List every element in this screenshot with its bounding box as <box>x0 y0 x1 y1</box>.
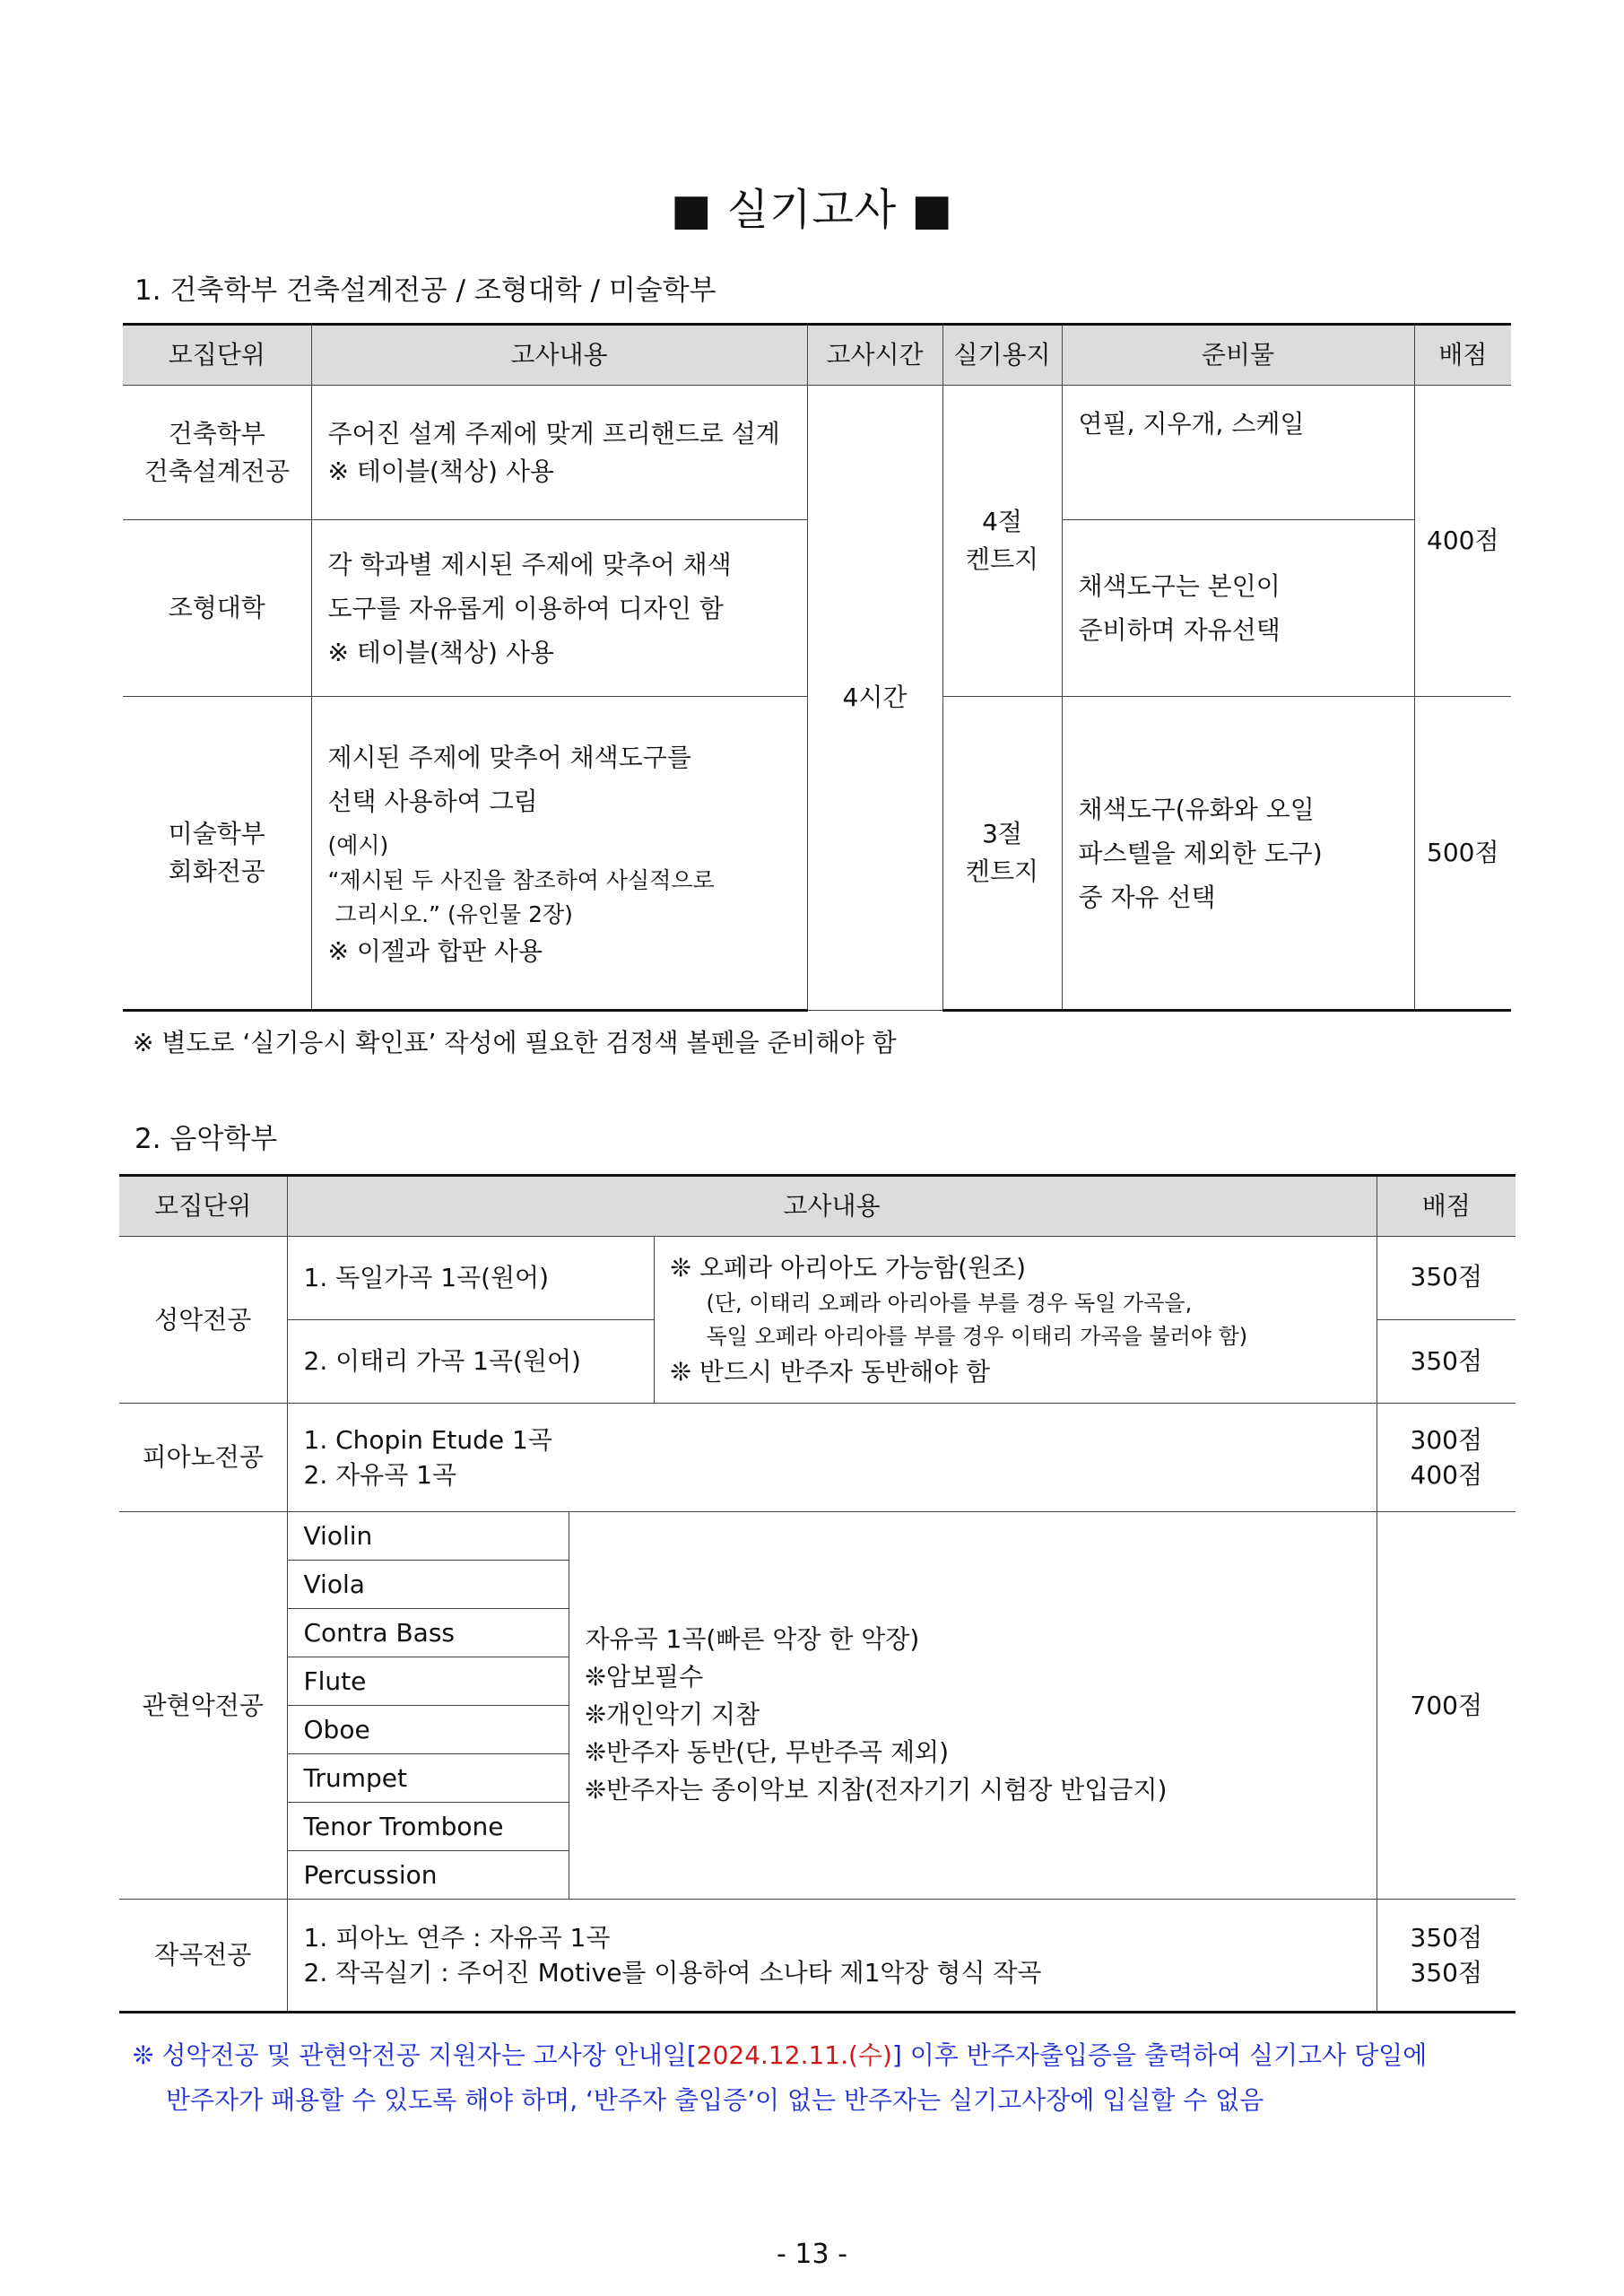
notice-date: 2024.12.11.(수) <box>696 2040 892 2070</box>
instrument-violin: Violin <box>287 1512 569 1561</box>
paper-3: 3절 켄트지 <box>942 697 1062 1011</box>
header-time: 고사시간 <box>807 325 942 386</box>
instrument-flute: Flute <box>287 1657 569 1706</box>
table-header-row <box>119 1176 1515 1237</box>
header-prep: 준비물 <box>1062 325 1414 386</box>
instrument-oboe: Oboe <box>287 1706 569 1754</box>
score-400: 400점 <box>1414 386 1511 697</box>
section1-heading: 1. 건축학부 건축설계전공 / 조형대학 / 미술학부 <box>135 274 716 307</box>
orchestra-score: 700점 <box>1376 1512 1515 1900</box>
score-500: 500점 <box>1414 697 1511 1011</box>
art-exam-table <box>123 323 1511 1012</box>
vocal-score-1: 350점 <box>1376 1237 1515 1320</box>
piano-scores: 300점 400점 <box>1376 1404 1515 1512</box>
section2-heading: 2. 음악학부 <box>135 1123 278 1155</box>
unit-design: 조형대학 <box>123 520 311 697</box>
instrument-viola: Viola <box>287 1561 569 1609</box>
unit-architecture: 건축학부 건축설계전공 <box>123 386 311 520</box>
table-row <box>119 1237 1515 1320</box>
vocal-item-2: 2. 이태리 가곡 1곡(원어) <box>287 1320 654 1404</box>
prep-architecture: 연필, 지우개, 스케일 <box>1062 386 1414 520</box>
header-score: 배점 <box>1376 1176 1515 1237</box>
table-row <box>119 1404 1515 1512</box>
accompanist-notice-line2: 반주자가 패용할 수 있도록 해야 하며, ‘반주자 출입증’이 없는 반주자는 실기고사장에 입실할 수 없음 <box>166 2085 1264 2115</box>
page-title: ■ 실기고사 ■ <box>671 185 953 235</box>
content-architecture: 주어진 설계 주제에 맞게 프리핸드로 설계 ※ 테이블(책상) 사용 <box>311 386 807 520</box>
vocal-item-1: 1. 독일가곡 1곡(원어) <box>287 1237 654 1320</box>
instrument-tenor-trombone: Tenor Trombone <box>287 1803 569 1851</box>
unit-vocal: 성악전공 <box>119 1237 287 1404</box>
piano-items: 1. Chopin Etude 1곡 2. 자유곡 1곡 <box>287 1404 1376 1512</box>
instrument-percussion: Percussion <box>287 1851 569 1900</box>
unit-orchestra: 관현악전공 <box>119 1512 287 1900</box>
music-exam-table <box>119 1174 1515 2013</box>
exam-time: 4시간 <box>807 386 942 1011</box>
table-header-row <box>123 325 1511 386</box>
unit-fine-art: 미술학부 회화전공 <box>123 697 311 1011</box>
section1-note: ※ 별도로 ‘실기응시 확인표’ 작성에 필요한 검정색 볼펜을 준비해야 함 <box>133 1028 897 1057</box>
orchestra-content: 자유곡 1곡(빠른 악장 한 악장) ❊암보필수 ❊개인악기 지참 ❊반주자 동반(단, 무반주곡 제외) ❊반주자는 종이악보 지참(전자기기 시험장 반입금지) <box>569 1512 1376 1900</box>
prep-design: 채색도구는 본인이 준비하며 자유선택 <box>1062 520 1414 697</box>
header-unit: 모집단위 <box>119 1176 287 1237</box>
header-paper: 실기용지 <box>942 325 1062 386</box>
paper-4: 4절 켄트지 <box>942 386 1062 697</box>
table-row <box>123 386 1511 520</box>
vocal-note: ❊ 오페라 아리아도 가능함(원조) (단, 이태리 오페라 아리아를 부를 경우 독일 가곡을, 독일 오페라 아리아를 부를 경우 이태리 가곡을 불러야 함) ❊ 반드시 반주자 동반해야 함 <box>654 1237 1376 1404</box>
table-row <box>119 1900 1515 2013</box>
page-number: - 13 - <box>777 2239 847 2270</box>
header-content: 고사내용 <box>287 1176 1376 1237</box>
header-unit: 모집단위 <box>123 325 311 386</box>
composition-items: 1. 피아노 연주 : 자유곡 1곡 2. 작곡실기 : 주어진 Motive를 이용하여 소나타 제1악장 형식 작곡 <box>287 1900 1376 2013</box>
unit-piano: 피아노전공 <box>119 1404 287 1512</box>
instrument-trumpet: Trumpet <box>287 1754 569 1803</box>
header-content: 고사내용 <box>311 325 807 386</box>
content-design: 각 학과별 제시된 주제에 맞추어 채색 도구를 자유롭게 이용하여 디자인 함 ※ 테이블(책상) 사용 <box>311 520 807 697</box>
accompanist-notice: ❊ 성악전공 및 관현악전공 지원자는 고사장 안내일[2024.12.11.(수)] 이후 반주자출입증을 출력하여 실기고사 당일에 <box>133 2040 1428 2070</box>
composition-scores: 350점 350점 <box>1376 1900 1515 2013</box>
prep-fine-art: 채색도구(유화와 오일 파스텔을 제외한 도구) 중 자유 선택 <box>1062 697 1414 1011</box>
vocal-score-2: 350점 <box>1376 1320 1515 1404</box>
header-score: 배점 <box>1414 325 1511 386</box>
content-fine-art: 제시된 주제에 맞추어 채색도구를 선택 사용하여 그림 (예시) “제시된 두 사진을 참조하여 사실적으로 그리시오.” (유인물 2장) ※ 이젤과 합판 사용 <box>311 697 807 1011</box>
table-row <box>119 1512 1515 1561</box>
unit-composition: 작곡전공 <box>119 1900 287 2013</box>
instrument-contra-bass: Contra Bass <box>287 1609 569 1657</box>
